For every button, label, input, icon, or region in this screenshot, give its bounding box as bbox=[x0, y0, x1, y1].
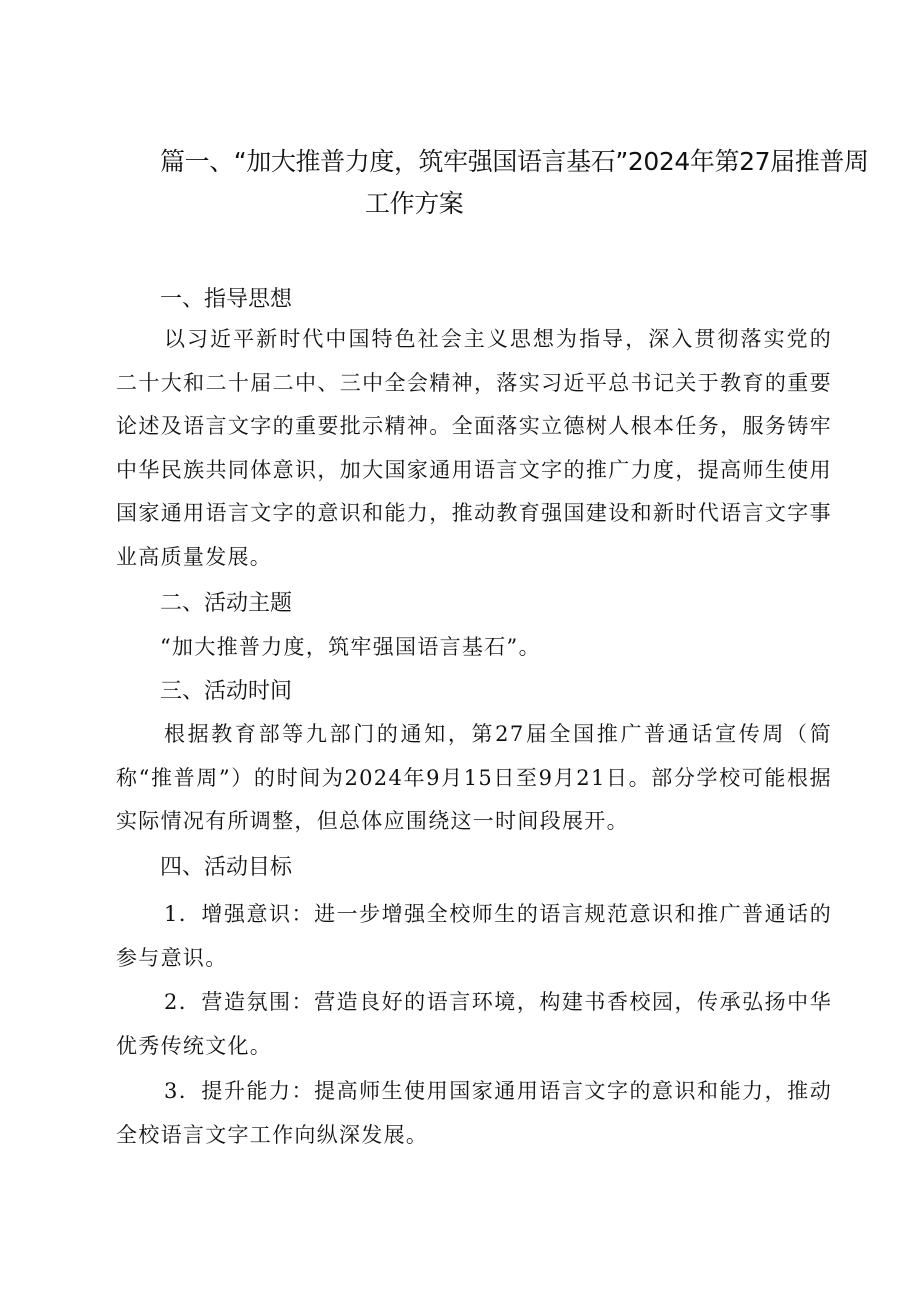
goal-item-3: 3．提升能力：提高师生使用国家通用语言文字的意识和能力，推动全校语言文字工作向纵深发展。 bbox=[116, 1079, 832, 1147]
document-title bbox=[160, 141, 869, 225]
section-heading-theme: 二、活动主题 bbox=[160, 591, 293, 616]
section-heading-guiding-ideology: 一、指导思想 bbox=[160, 287, 293, 312]
section-heading-goals: 四、活动目标 bbox=[160, 855, 293, 880]
section-paragraph-theme: “加大推普力度，筑牢强国语言基石”。 bbox=[160, 635, 541, 659]
title-line-2: 工作方案 bbox=[365, 189, 464, 218]
goal-item-2: 2．营造氛围：营造良好的语言环境，构建书香校园，传承弘扬中华优秀传统文化。 bbox=[116, 990, 832, 1058]
section-paragraph-guiding-ideology: 以习近平新时代中国特色社会主义思想为指导，深入贯彻落实党的二十大和二十届二中、三中全会精神，落实习近平总书记关于教育的重要论述及语言文字的重要批示精神。全面落实立德树人根本任务，服务铸牢中华民族共同体意识，加大国家通用语言文字的推广力度，提高师生使用国家通用语言文字的意识和能力，推动教育强国建设和新时代语言文字事业高质量发展。 bbox=[116, 327, 832, 569]
title-line-1: 篇一、“加大推普力度，筑牢强国语言基石”2024年第27届推普周 bbox=[160, 147, 869, 176]
goal-item-1: 1．增强意识：进一步增强全校师生的语言规范意识和推广普通话的参与意识。 bbox=[116, 902, 832, 970]
section-heading-time: 三、活动时间 bbox=[160, 679, 293, 704]
section-paragraph-time: 根据教育部等九部门的通知，第27届全国推广普通话宣传周（简称“推普周”）的时间为2024年9月15日至9月21日。部分学校可能根据实际情况有所调整，但总体应围绕这一时间段展开。 bbox=[116, 722, 832, 833]
